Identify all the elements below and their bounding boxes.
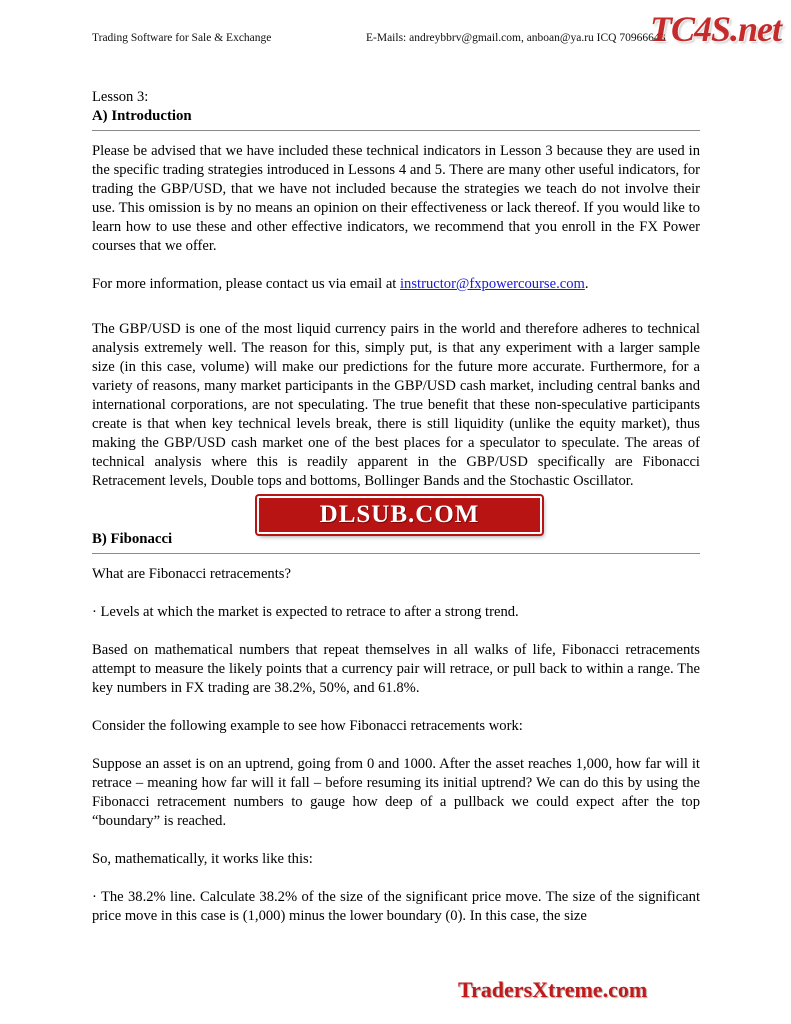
header-left-text: Trading Software for Sale & Exchange [92, 32, 272, 44]
header-contact-text: E-Mails: andreybbrv@gmail.com, anboan@ya.ru ICQ 70966643 [366, 32, 666, 44]
instructor-email-link[interactable]: instructor@fxpowercourse.com [400, 276, 585, 293]
bullet-382: · The 38.2% line. Calculate 38.2% of the size of the significant price move. The size of the significant price move in this case is (1,000) minus the lower boundary (0). In this case, the size [92, 888, 700, 924]
contact-suffix: . [584, 276, 589, 293]
suppose-paragraph: Suppose an asset is on an uptrend, going from 0 and 1000. After the asset reaches 1,000, how far will it retrace – meaning how far will it fall – before resuming its initial uptrend? We can do this by using the Fibonacci retracement numbers to gauge how deep of a pullback we could expect after the top “boundary” is reached. [92, 755, 700, 829]
section-a-heading: A) Introduction [92, 107, 192, 124]
gbpusd-paragraph: The GBP/USD is one of the most liquid currency pairs in the world and therefore adheres to technical analysis extremely well. The reason for this, simply put, is that any experiment with a larger sample size (in this case, volume) will make our predictions for the future more accurate. Furthermore, for a variety of reasons, many market participants in the GBP/USD cash market, including central banks and international corporations, are not speculating. The true benefit that these non-speculative participants create is that when key technical levels break, there is still liquidity (unlike the equity market), thus making the GBP/USD cash market one of the best places for a speculator to speculate. The areas of technical analysis where this is readily apparent in the GBP/USD specifically are Fibonacci Retracement levels, Double tops and bottoms, Bollinger Bands and the Stochastic Oscillator. [92, 320, 700, 489]
fibonacci-question: What are Fibonacci retracements? [92, 565, 291, 582]
consider-line: Consider the following example to see how Fibonacci retracements work: [92, 717, 523, 734]
section-a-divider [92, 130, 700, 131]
section-b-heading: B) Fibonacci [92, 530, 173, 547]
contact-prefix: For more information, please contact us via email at [92, 276, 400, 293]
contact-paragraph [92, 275, 700, 294]
lesson-label: Lesson 3: [92, 89, 149, 105]
watermark-tc4s: TC4S.net [649, 9, 781, 49]
watermark-dlsub [257, 496, 542, 534]
math-paragraph: Based on mathematical numbers that repeat themselves in all walks of life, Fibonacci retracements attempt to measure the likely points that a currency pair will retrace, or pull back to within a range. The key numbers in FX trading are 38.2%, 50%, and 61.8%. [92, 641, 700, 696]
bullet-levels: · Levels at which the market is expected to retrace to after a strong trend. [92, 603, 519, 620]
watermark-tradersxtreme: TradersXtreme.com [458, 977, 648, 1002]
watermark-dlsub-text: DLSUB.COM [319, 501, 480, 528]
so-line: So, mathematically, it works like this: [92, 850, 313, 867]
section-b-divider [92, 553, 700, 554]
intro-paragraph: Please be advised that we have included these technical indicators in Lesson 3 because they are used in the specific trading strategies introduced in Lessons 4 and 5. There are many other useful indicators, for trading the GBP/USD, that we have not included because the strategies we teach do not involve their use. This omission is by no means an opinion on their effectiveness or lack thereof. If you would like to learn how to use these and other effective indicators, we recommend that you enroll in the FX Power courses that we offer. [92, 143, 700, 255]
